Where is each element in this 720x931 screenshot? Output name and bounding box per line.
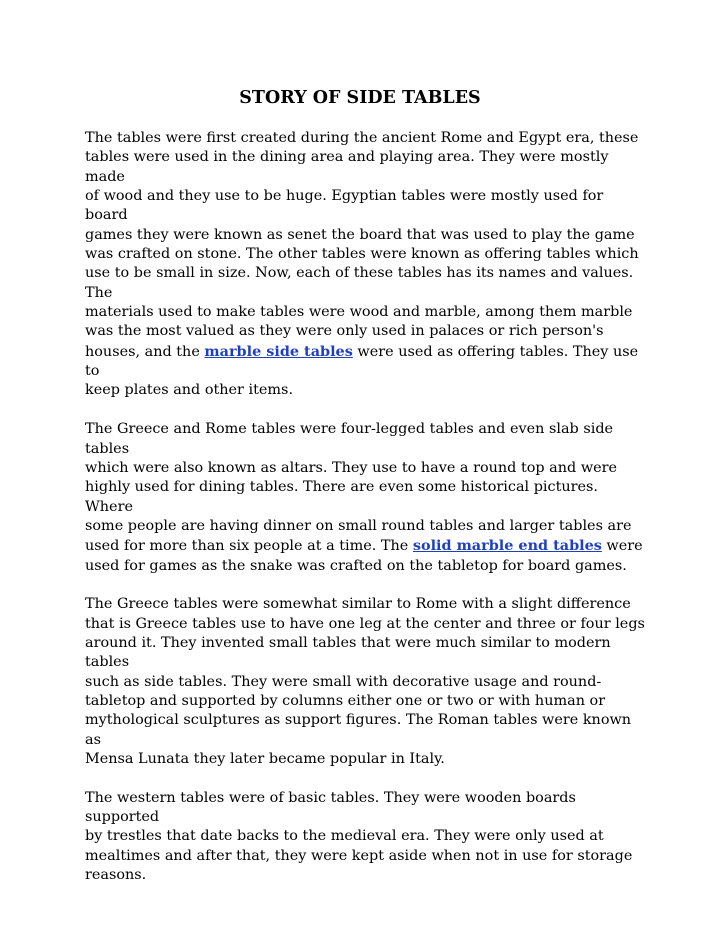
paragraph-2-text-after: were used for games as the snake was crafted on the tabletop for board games. xyxy=(85,538,643,574)
paragraph-4: The western tables were of basic tables. They were wooden boards supported by trestles that date backs to the medieval era. They were only used at mealtimes and after that, they were kept aside when not in use for storage reasons. xyxy=(85,789,633,884)
paragraph-2 xyxy=(85,420,645,576)
paragraph-1-text-after: were used as offering tables. They use to keep plates and other items. xyxy=(85,343,639,399)
paragraph-2-text-before: The Greece and Rome tables were four-legged tables and even slab side tables which were also known as altars. They use to have a round top and were highly used for dining tables. There are even some historical pictures. Where some people are having dinner on small round tables and larger tables are used for more than six people at a time. The xyxy=(85,421,632,555)
solid-marble-end-tables-link[interactable]: solid marble end tables xyxy=(412,537,602,555)
paragraph-3: The Greece tables were somewhat similar to Rome with a slight difference that is Greece tables use to have one leg at the center and three or four legs around it. They invented small tables that were much similar to modern tables such as side tables. They were small with decorative usage and round- tabletop and supported by columns either one or two or with human or mythological sculptures as support figures. The Roman tables were known as Mensa Lunata they later became popular in Italy. xyxy=(85,596,645,767)
page-title: STORY OF SIDE TABLES xyxy=(239,88,481,108)
marble-side-tables-link[interactable]: marble side tables xyxy=(204,342,353,360)
paragraph-1 xyxy=(85,129,645,401)
paragraph-1-text-before: The tables were first created during the ancient Rome and Egypt era, these tables were used in the dining area and playing area. They were mostly made of wood and they use to be huge. Egyptian tables were mostly used for board games they were known as senet the board that was used to play the game was crafted on stone. The other tables were known as offering tables which use to be small in size. Now, each of these tables has its names and values. The materials used to make tables were wood and marble, among them marble was the most valued as they were only used in palaces or rich person's houses, and the xyxy=(85,130,639,360)
document-body xyxy=(85,129,645,905)
